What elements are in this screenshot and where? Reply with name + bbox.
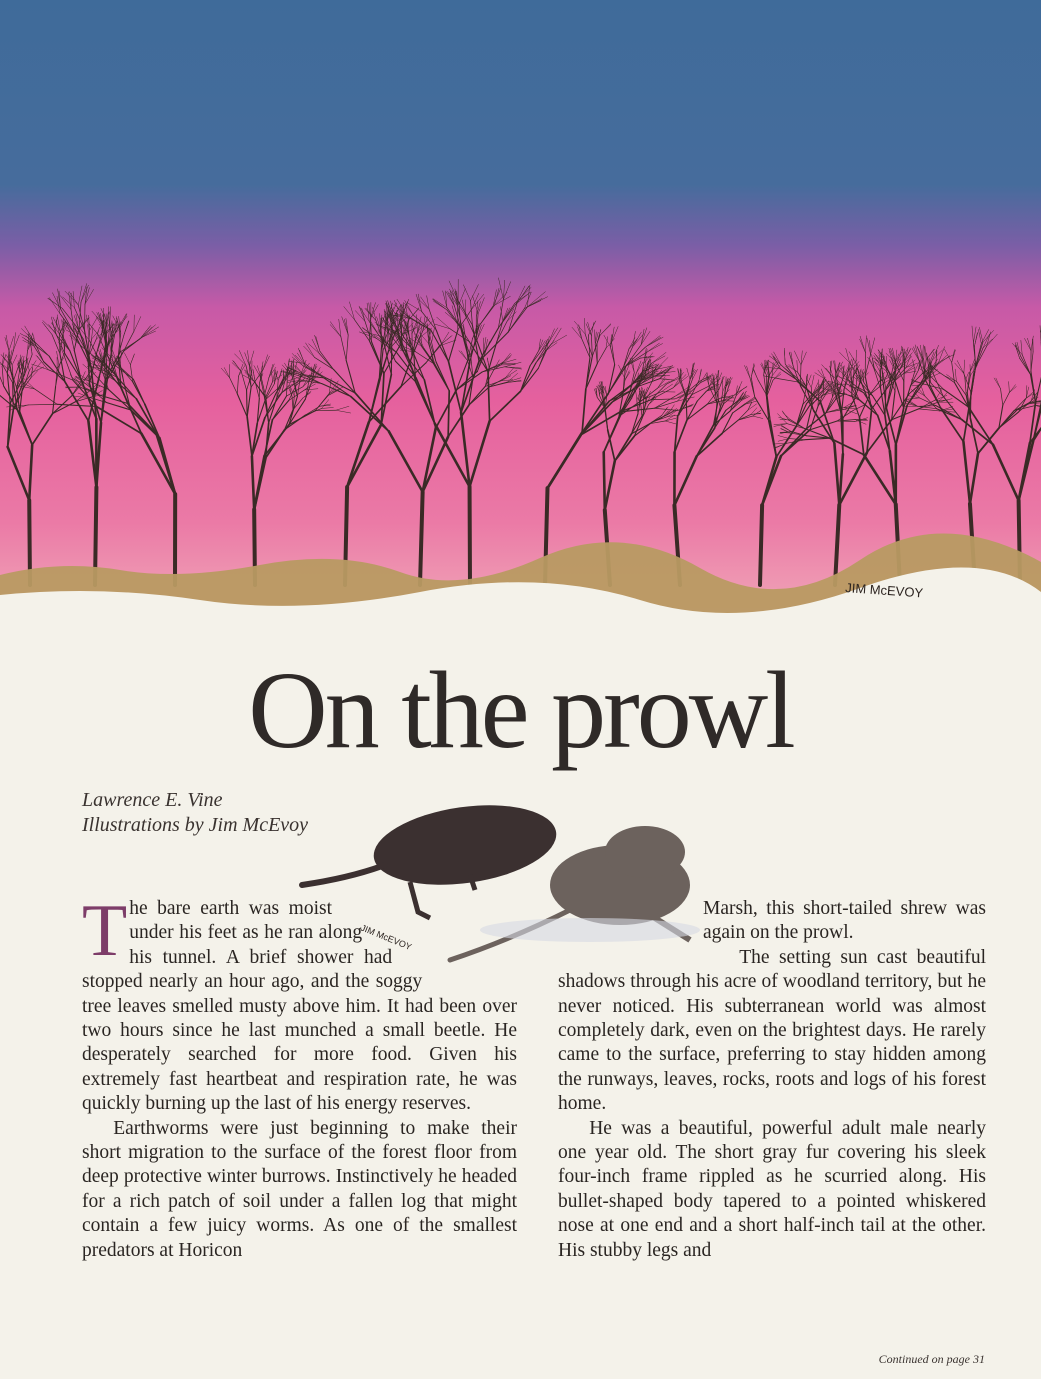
article-title: On the prowl	[248, 649, 793, 771]
byline	[82, 788, 308, 838]
paragraph: He was a beautiful, powerful adult male nearly one year old. The short gray fur covering his sleek four-inch frame rippled as he scurried along. His bullet-shaped body tapered to a pointed whiskered nose at one end and a short half-inch tail at the other. His stubby legs and	[558, 1117, 986, 1261]
article-column-right	[558, 897, 986, 1263]
svg-text:JIM McEVOY: JIM McEVOY	[359, 922, 414, 953]
paragraph: Earthworms were just beginning to make their short migration to the surface of the forest floor from deep protective winter burrows. Instinctively he headed for a rich patch of soil under a fallen log that might contain a few juicy worms. As one of the smallest predators at Horicon	[82, 1117, 517, 1261]
forest-illustration	[0, 0, 1041, 615]
article-column-left	[82, 890, 517, 1263]
illustrator-credit: Illustrations by Jim McEvoy	[82, 814, 309, 836]
continued-note: Continued on page 31	[878, 1352, 985, 1366]
artist-signature: JIM McEVOY	[844, 580, 924, 601]
paragraph: Marsh, this short-tailed shrew was again on the prowl.	[703, 898, 986, 944]
paragraph: The setting sun cast beautiful shadows through his acre of woodland territory, but he never noticed. His subterranean world was almost completely dark, even on the brightest days. He rarely came to the surface, preferring to stay hidden among the runways, leaves, rocks, roots and logs of his forest home.	[558, 946, 986, 1115]
drop-cap: T	[82, 890, 128, 972]
paragraph: he bare earth was moist under his feet as he ran along his tunnel. A brief shower had stopped nearly an hour ago, and the soggy tree leaves smelled musty above him. It had been over two hours since he last munched a small beetle. He desperately searched for more food. Given his extremely fast heartbeat and respiration rate, he was quickly burning up the last of his energy reserves.	[82, 898, 517, 1115]
author-name: Lawrence E. Vine	[82, 789, 223, 811]
